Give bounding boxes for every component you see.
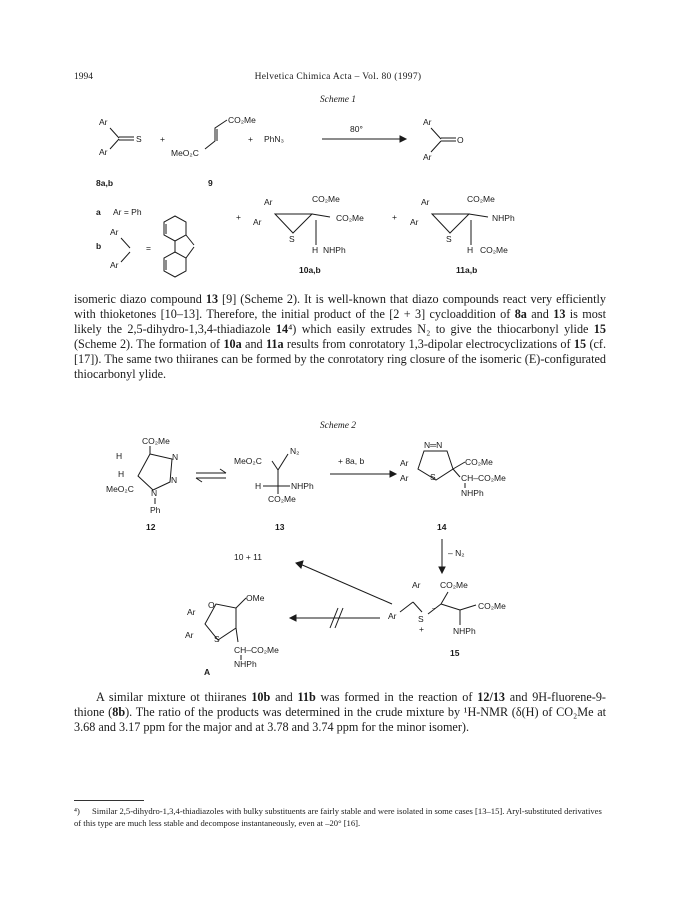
s2-A-oxygen: O (208, 600, 215, 610)
s2-14-co2me: CO₂Me (465, 457, 493, 467)
s1-8-sulfur: S (136, 134, 142, 144)
s1-key-a: a (96, 207, 101, 217)
s2-15-ar-left: Ar (388, 611, 397, 621)
s2-A-sulfur: S (214, 634, 220, 644)
s2-A-ome: OMe (246, 593, 265, 603)
compound-A-structure (185, 593, 279, 669)
para1-compound-ref: 15 (593, 322, 606, 337)
s1-11-ar-left: Ar (410, 217, 419, 227)
compound-10ab-structure (253, 194, 364, 255)
para1-text: results from conrotatory 1,3-dipolar electrocyclizations of (283, 337, 574, 352)
para2-compound-ref: 8b (112, 705, 126, 720)
para1-compound-ref: 8a (514, 307, 527, 322)
s2-minus-n2: – N₂ (448, 548, 465, 558)
s1-10-co2me-top: CO₂Me (312, 194, 340, 204)
compound-14-structure (400, 440, 506, 498)
s2-14-ch-co2me: CH–CO₂Me (461, 473, 506, 483)
compound-15-structure (388, 580, 506, 636)
s2-arrow-15-to-products (300, 564, 392, 604)
para1-compound-ref: 13 (205, 292, 219, 306)
scheme-1-label: Scheme 1 (319, 95, 357, 105)
s2-15-minus: – (432, 606, 436, 612)
s1-10-sulfur: S (289, 234, 295, 244)
s2-13-h: H (255, 481, 262, 491)
s1-ketone-oxygen: O (457, 135, 464, 145)
s2-label-15: 15 (450, 648, 460, 658)
para1-compound-ref: 14 (275, 322, 289, 337)
compound-13-structure (234, 446, 314, 504)
running-head: Helvetica Chimica Acta – Vol. 80 (1997) (254, 72, 422, 82)
s2-15-co2me-top: CO₂Me (440, 580, 468, 590)
s1-ketone-ar-bottom: Ar (423, 152, 432, 162)
para1-text: (Scheme 2). The formation of (74, 337, 224, 352)
s1-key-b-ar-top: Ar (110, 227, 119, 237)
s2-14-ar-top: Ar (400, 458, 409, 468)
para1-text: is most likely the 2,5-dihydro-1,3,4-thiadiazole (74, 307, 606, 337)
s1-label-9: 9 (208, 178, 213, 188)
para2-compound-ref: 12/13 (477, 690, 506, 704)
s2-15-sulfur: S (418, 614, 424, 624)
s2-15-plus: + (419, 624, 424, 634)
s1-11-nhph: NHPh (492, 213, 515, 223)
s1-11-ar-top: Ar (421, 197, 430, 207)
para2-text: and (270, 690, 298, 704)
s2-A-nhph: NHPh (234, 659, 257, 669)
compound-12-structure (106, 436, 178, 515)
para1-text: (cf. [17]). The same two thiiranes can be formed by the conrotatory ring closure of the isomeric (E)-configurated thiocarbonyl ylide. (74, 337, 607, 382)
s1-key-b-ar-bottom: Ar (110, 260, 119, 270)
footnote-4 (74, 806, 606, 829)
s2-products-10-11: 10 + 11 (234, 552, 262, 562)
s2-14-nhph: NHPh (461, 488, 484, 498)
para1-compound-ref: 15 (573, 337, 587, 352)
s1-10-h: H (312, 245, 319, 255)
para1-text: and (526, 307, 554, 322)
para1-compound-ref: 11a (265, 337, 284, 352)
s2-arrow-reagent: + 8a, b (338, 456, 365, 466)
para1-text: [9] (Scheme 2). It is well-known that diazo compounds react very efficiently with thioketones [10–13]. Therefore, the initial product of the [2 + 3] cycloaddition of (74, 292, 607, 322)
s1-8-ar-top: Ar (99, 117, 108, 127)
s2-15-ar-top: Ar (412, 580, 421, 590)
s1-ketone-ar-top: Ar (423, 117, 432, 127)
s1-conditions: 80° (350, 124, 363, 134)
s1-10-nhph: NHPh (323, 245, 346, 255)
s2-label-A: A (204, 667, 211, 677)
s1-key-b: b (96, 241, 102, 251)
para1-compound-ref: 13 (553, 307, 566, 322)
para2-compound-ref: 10b (251, 690, 271, 704)
para2-text: was formed in the reaction of (315, 690, 478, 704)
s1-key-a-definition: Ar = Ph (113, 207, 142, 217)
para2-text: A similar mixture ot thiiranes (96, 690, 252, 704)
footnote-rule (74, 800, 144, 801)
para1-text: ⁴) which easily extrudes N₂ to give the thiocarbonyl ylide (288, 322, 594, 337)
scheme-2-figure (0, 432, 676, 678)
para2-compound-ref: 11b (297, 690, 316, 704)
ketone-product-structure (423, 117, 464, 162)
s2-14-nn: N═N (424, 440, 443, 450)
scheme-1-figure (0, 108, 676, 280)
para1-compound-ref: 10a (223, 337, 242, 352)
s1-8-ar-bottom: Ar (99, 147, 108, 157)
compound-11ab-structure (410, 194, 515, 255)
s2-12-n2: N (171, 475, 178, 485)
footnote-marker: ⁴) (74, 806, 80, 816)
s2-A-ch-co2me: CH–CO₂Me (234, 645, 279, 655)
s2-13-n2: N₂ (290, 446, 300, 456)
s1-plus-4: + (392, 212, 397, 222)
s1-11-co2me-bottom: CO₂Me (480, 245, 508, 255)
page-number: 1994 (74, 72, 93, 82)
s1-11-co2me-top: CO₂Me (467, 194, 495, 204)
s1-11-h: H (467, 245, 474, 255)
s1-9-co2me: CO₂Me (228, 115, 256, 125)
s1-label-11ab: 11a,b (456, 265, 478, 275)
compound-8ab-structure (99, 117, 142, 157)
s1-plus-2: + (248, 134, 253, 144)
s2-13-nhph: NHPh (291, 481, 314, 491)
s2-A-ar-bottom: Ar (185, 630, 194, 640)
s2-12-n3: N (151, 488, 158, 498)
footnote-text: Similar 2,5-dihydro-1,3,4-thiadiazoles with bulky substituents are fairly stable and were isolated in some cases [13–15]. Aryl-substituted derivatives of this type are much less stable and decompose instantaneously, even at –20° [16]. (74, 806, 602, 828)
s1-11-sulfur: S (446, 234, 452, 244)
s2-12-meo2c: MeO₂C (106, 484, 134, 494)
s2-15-nhph: NHPh (453, 626, 476, 636)
compound-9-structure (171, 115, 256, 158)
s1-plus-1: + (160, 134, 165, 144)
scheme-2-label: Scheme 2 (319, 421, 357, 431)
s2-13-meo2c: MeO₂C (234, 456, 262, 466)
para2-text: and 9H-fluorene-9-thione ( (74, 690, 606, 720)
s1-label-8ab: 8a,b (96, 178, 114, 188)
para1-text: and (241, 337, 266, 352)
s2-13-co2me: CO₂Me (268, 494, 296, 504)
s2-12-h-top: H (116, 451, 123, 461)
s2-A-ar-top: Ar (187, 607, 196, 617)
paragraph-2 (74, 690, 606, 735)
fluorenylidene-structure (164, 216, 194, 277)
s1-reagent-phn3: PhN₃ (264, 134, 284, 144)
s2-15-co2me-right: CO₂Me (478, 601, 506, 611)
s1-10-ar-left: Ar (253, 217, 262, 227)
s1-10-co2me-right: CO₂Me (336, 213, 364, 223)
s2-label-12: 12 (146, 522, 156, 532)
s1-label-10ab: 10a,b (299, 265, 321, 275)
s1-plus-3: + (236, 212, 241, 222)
paragraph-1 (74, 292, 606, 383)
para2-text: ). The ratio of the products was determined in the crude mixture by ¹H-NMR (δ(H) of CO₂Me at 3.68 and 3.17 ppm for the major and at 3.78 and 3.74 ppm for the minor isomer). (74, 705, 606, 735)
s1-key-b-equals: = (146, 243, 151, 253)
s2-12-n1: N (172, 452, 179, 462)
s2-label-14: 14 (437, 522, 447, 532)
s2-12-h-left: H (118, 469, 125, 479)
s2-14-ar-bottom: Ar (400, 473, 409, 483)
para1-text: isomeric diazo compound (74, 292, 206, 306)
s2-12-co2me: CO₂Me (142, 436, 170, 446)
s2-14-sulfur: S (430, 472, 436, 482)
s2-label-13: 13 (275, 522, 285, 532)
s2-12-ph: Ph (150, 505, 161, 515)
s1-10-ar-top: Ar (264, 197, 273, 207)
s1-9-meo2c: MeO₂C (171, 148, 199, 158)
